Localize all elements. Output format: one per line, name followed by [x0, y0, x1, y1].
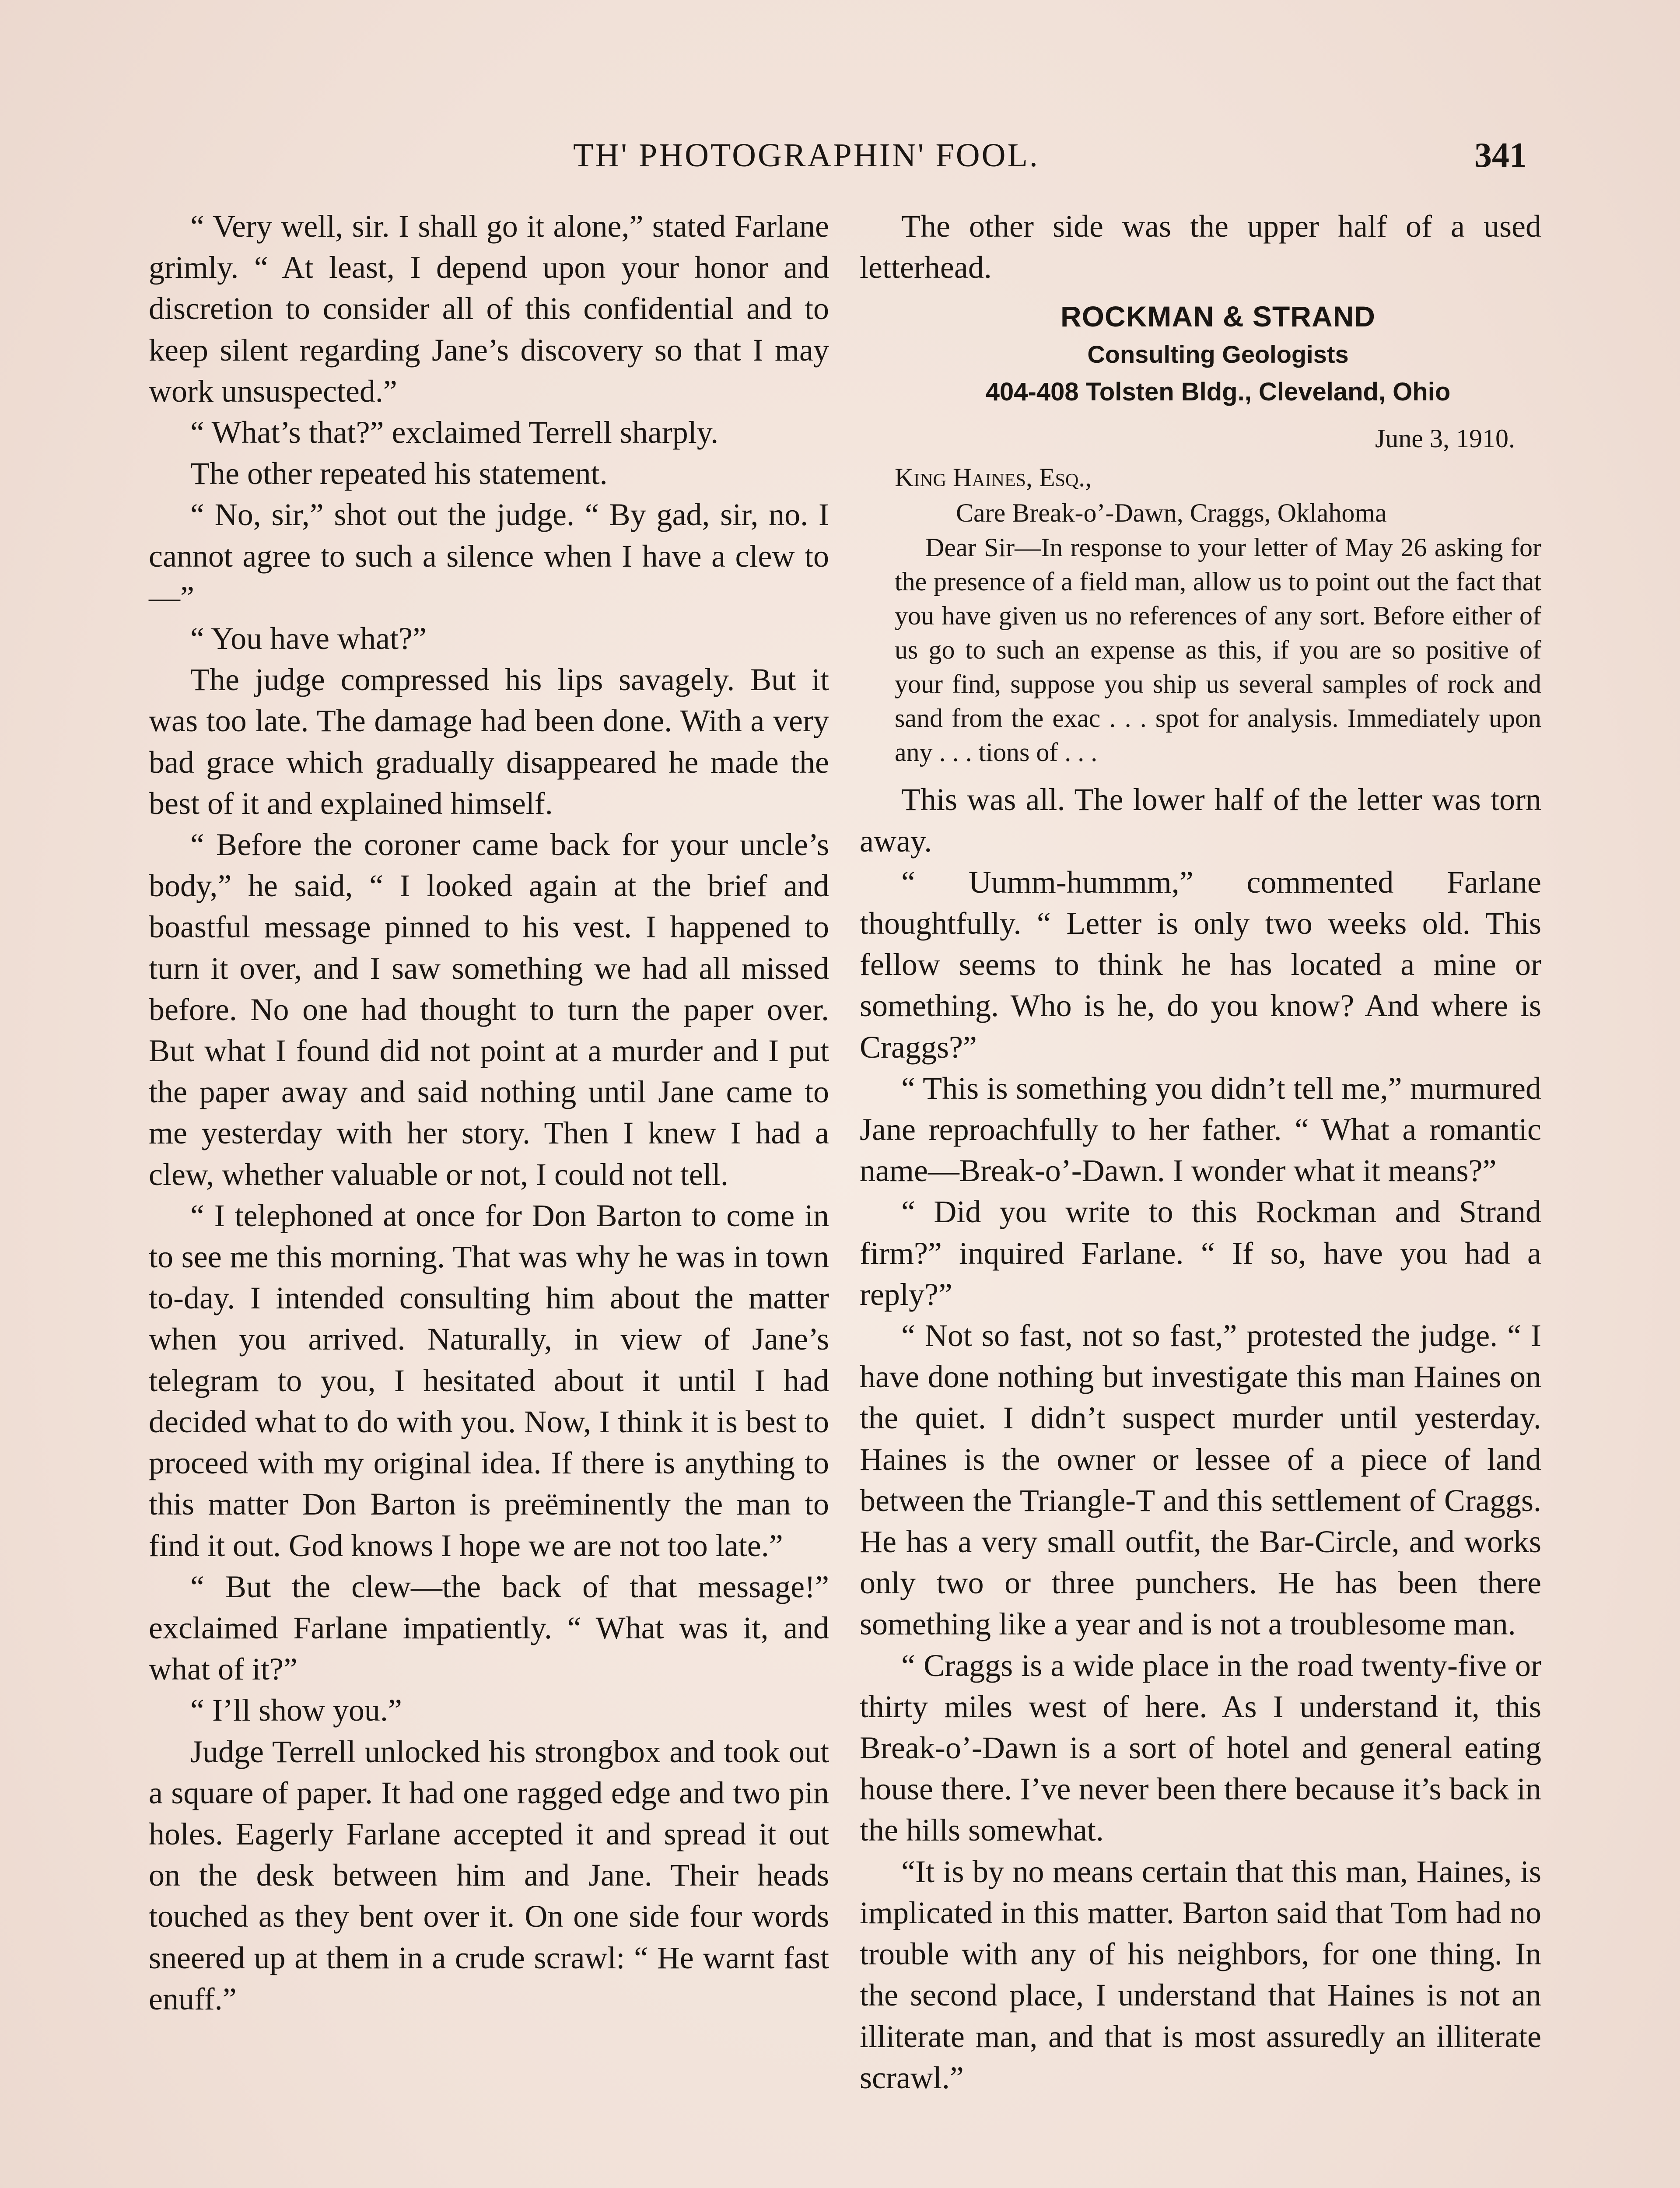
- page-number: 341: [1474, 136, 1527, 175]
- paragraph: “ But the clew—the back of that message!” exclaimed Farlane impatiently. “ What was it, and what of it?”: [149, 1569, 829, 1687]
- letter-body: Dear Sir—In response to your letter of May 26 asking for the presence of a field man, allow us to point out the fact that you have given us no references of any sort. Before either of us go to such an expense as this, if you are so positive of your find, suppose you ship us several samples of rock and sand from the exac . . . spot for analysis. Immediately upon any . . . tions of . . .: [895, 533, 1541, 767]
- letter-addressee: King Haines, Esq.,: [895, 463, 1092, 492]
- running-title: TH' PHOTOGRAPHIN' FOOL.: [573, 137, 1040, 174]
- right-column: [860, 206, 1541, 2098]
- paragraph: “ I telephoned at once for Don Barton to come in to see me this morning. That was why he was in town to-day. I intended consulting him about the matter when you arrived. Naturally, in view of Jane’s telegram to you, I hesitated about it until I had decided what to do with you. Now, I think it is best to proceed with my original idea. If there is anything to this matter Don Barton is preëminently the man to find it out. God knows I hope we are not too late.”: [149, 1198, 829, 1563]
- page-header: [0, 131, 1680, 179]
- paragraph: “ Before the coroner came back for your uncle’s body,” he said, “ I looked again at the brief and boastful message pinned to his vest. I happened to turn it over, and I saw something we had all missed before. No one had thought to turn the paper over. But what I found did not point at a murder and I put the paper away and said nothing until Jane came to me yesterday with her story. Then I knew I had a clew, whether valuable or not, I could not tell.: [149, 827, 829, 1192]
- letterhead-subtitle: Consulting Geologists: [1087, 340, 1349, 368]
- letter-date: June 3, 1910.: [1375, 424, 1515, 453]
- paragraph: The judge compressed his lips savagely. But it was too late. The damage had been done. With a very bad grace which gradually disappeared he made the best of it and explained himself.: [149, 662, 829, 821]
- letter-care-of: Care Break-o’-Dawn, Craggs, Oklahoma: [956, 498, 1387, 528]
- paragraph: “ Not so fast, not so fast,” protested the judge. “ I have done nothing but investigate this man Haines on the quiet. I didn’t suspect murder until yesterday. Haines is the owner or lessee of a piece of land between the Triangle-T and this settlement of Craggs. He has a very small outfit, the Bar-Circle, and works only two or three punchers. He has been there something like a year and is not a troublesome man.: [860, 1318, 1541, 1642]
- letterhead-address: 404-408 Tolsten Bldg., Cleveland, Ohio: [985, 378, 1451, 407]
- paragraph: “ Uumm-hummm,” commented Farlane thoughtfully. “ Letter is only two weeks old. This fellow seems to think he has located a mine or something. Who is he, do you know? And where is Craggs?”: [860, 864, 1541, 1065]
- quoted-letter: [895, 297, 1541, 769]
- paragraph: “ You have what?”: [190, 621, 427, 656]
- paragraph: The other repeated his statement.: [190, 456, 608, 491]
- paragraph: “ What’s that?” exclaimed Terrell sharply.: [190, 415, 719, 450]
- letterhead-company: ROCKMAN & STRAND: [1060, 300, 1376, 333]
- paragraph: This was all. The lower half of the letter was torn away.: [860, 782, 1541, 859]
- paragraph: “ This is something you didn’t tell me,” murmured Jane reproachfully to her father. “ What a romantic name—Break-o’-Dawn. I wonder what it means?”: [860, 1070, 1541, 1189]
- paragraph: “ Very well, sir. I shall go it alone,” stated Farlane grimly. “ At least, I depend upon your honor and discretion to consider all of this confidential and to keep silent regarding Jane’s discovery so that I may work unsuspected.”: [149, 209, 829, 409]
- left-column: [149, 206, 829, 2020]
- paragraph: The other side was the upper half of a used letterhead.: [860, 209, 1541, 285]
- paragraph: “ No, sir,” shot out the judge. “ By gad, sir, no. I cannot agree to such a silence when I have a clew to—”: [149, 497, 829, 615]
- paragraph: “It is by no means certain that this man, Haines, is implicated in this matter. Barton said that Tom had no trouble with any of his neighbors, for one thing. In the second place, I understand that Haines is not an illiterate man, and that is most assuredly an illiterate scrawl.”: [860, 1854, 1541, 2095]
- paragraph: “ Did you write to this Rockman and Strand firm?” inquired Farlane. “ If so, have you had a reply?”: [860, 1194, 1541, 1312]
- paragraph: Judge Terrell unlocked his strongbox and took out a square of paper. It had one ragged edge and two pin holes. Eagerly Farlane accepted it and spread it out on the desk between him and Jane. Their heads touched as they bent over it. On one side four words sneered up at them in a crude scrawl: “ He warnt fast enuff.”: [149, 1734, 829, 2016]
- paragraph: “ I’ll show you.”: [190, 1693, 402, 1728]
- paragraph: “ Craggs is a wide place in the road twenty-five or thirty miles west of here. As I understand it, this Break-o’-Dawn is a sort of hotel and general eating house there. I’ve never been there because it’s back in the hills somewhat.: [860, 1648, 1541, 1848]
